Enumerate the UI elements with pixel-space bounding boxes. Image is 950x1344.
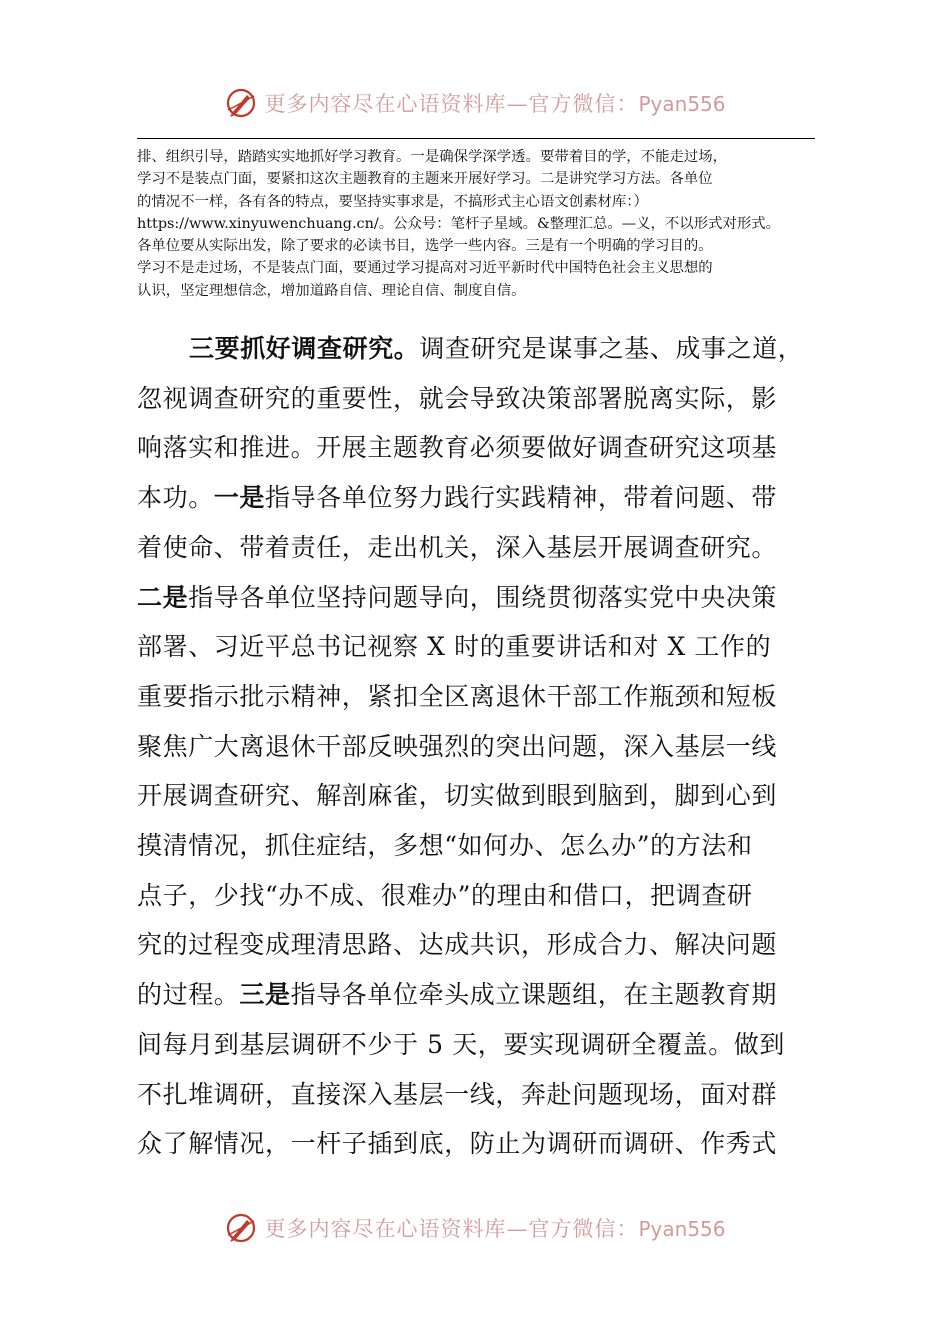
- small-line: 学习不是装点门面，要紧扣这次主题教育的主题来开展好学习。二是讲究学习方法。各单位: [137, 171, 713, 188]
- small-line: 认识，坚定理想信念，增加道路自信、理论自信、制度自信。: [137, 282, 526, 299]
- main-line: 本功。一是指导各单位努力践行实践精神，带着问题、带: [137, 483, 778, 513]
- main-line: 不扎堆调研，直接深入基层一线，奔赴问题现场，面对群: [137, 1079, 778, 1109]
- section-heading: 三要抓好调查研究。: [189, 334, 420, 363]
- main-line: 间每月到基层调研不少于 5 天，要实现调研全覆盖。做到: [137, 1029, 786, 1059]
- small-line: 各单位要从实际出发，除了要求的必读书目，选学一些内容。三是有一个明确的学习目的。: [137, 238, 713, 255]
- main-line: 着使命、带着责任，走出机关，深入基层开展调查研究。: [137, 532, 778, 562]
- point-label: 二是: [137, 582, 189, 612]
- header-watermark-text: 更多内容尽在心语资料库—官方微信：Pyan556: [264, 92, 726, 116]
- main-line: 响落实和推进。开展主题教育必须要做好调查研究这项基: [137, 433, 778, 463]
- main-paragraph: [137, 324, 817, 1169]
- header-divider: [137, 138, 815, 139]
- main-line: 开展调查研究、解剖麻雀，切实做到眼到脑到，脚到心到: [137, 781, 778, 811]
- header-wechat-id: Pyan556: [638, 92, 726, 116]
- main-line: 部署、习近平总书记视察 X 时的重要讲话和对 X 工作的: [137, 632, 772, 662]
- point-label: 三是: [239, 980, 291, 1010]
- main-line: 忽视调查研究的重要性，就会导致决策部署脱离实际，影: [137, 383, 778, 413]
- small-paragraph: [137, 146, 817, 302]
- main-line: 究的过程变成理清思路、达成共识，形成合力、解决问题: [137, 930, 778, 960]
- small-line: 的情况不一样，各有各的特点，要坚持实事求是，不搞形式主心语文创素材库：）: [137, 193, 648, 210]
- page-header-watermark: [0, 78, 950, 128]
- main-line: 众了解情况，一杆子插到底，防止为调研而调研、作秀式: [137, 1129, 778, 1159]
- main-line: 的过程。三是指导各单位牵头成立课题组，在主题教育期: [137, 980, 778, 1010]
- small-line: 排、组织引导，踏踏实实地抓好学习教育。一是确保学深学透。要带着目的学，不能走过场，: [137, 149, 728, 165]
- footer-watermark-text: 更多内容尽在心语资料库—官方微信：Pyan556: [264, 1217, 726, 1241]
- page-footer-watermark: [0, 1203, 950, 1253]
- point-label: 一是: [213, 483, 266, 513]
- small-line: https://www.xinyuwenchuang.cn/。公众号：笔杆子星域。&整理汇总。—义，不以形式对形式。: [137, 215, 781, 232]
- pen-logo-icon: [224, 86, 258, 120]
- main-line: 二是指导各单位坚持问题导向，围绕贯彻落实党中央决策: [137, 582, 778, 612]
- main-line: 三要抓好调查研究。调查研究是谋事之基、成事之道，: [189, 334, 804, 363]
- pen-logo-icon: [224, 1211, 258, 1245]
- main-line: 重要指示批示精神，紧扣全区离退休干部工作瓶颈和短板: [137, 681, 778, 711]
- main-line: 聚焦广大离退休干部反映强烈的突出问题，深入基层一线: [137, 731, 778, 761]
- main-line: 摸清情况，抓住症结，多想“如何办、怎么办”的方法和: [137, 831, 753, 861]
- footer-wechat-id: Pyan556: [638, 1217, 726, 1241]
- small-line: 学习不是走过场，不是装点门面，要通过学习提高对习近平新时代中国特色社会主义思想的: [137, 260, 713, 277]
- main-line: 点子，少找“办不成、很难办”的理由和借口，把调查研: [137, 880, 753, 910]
